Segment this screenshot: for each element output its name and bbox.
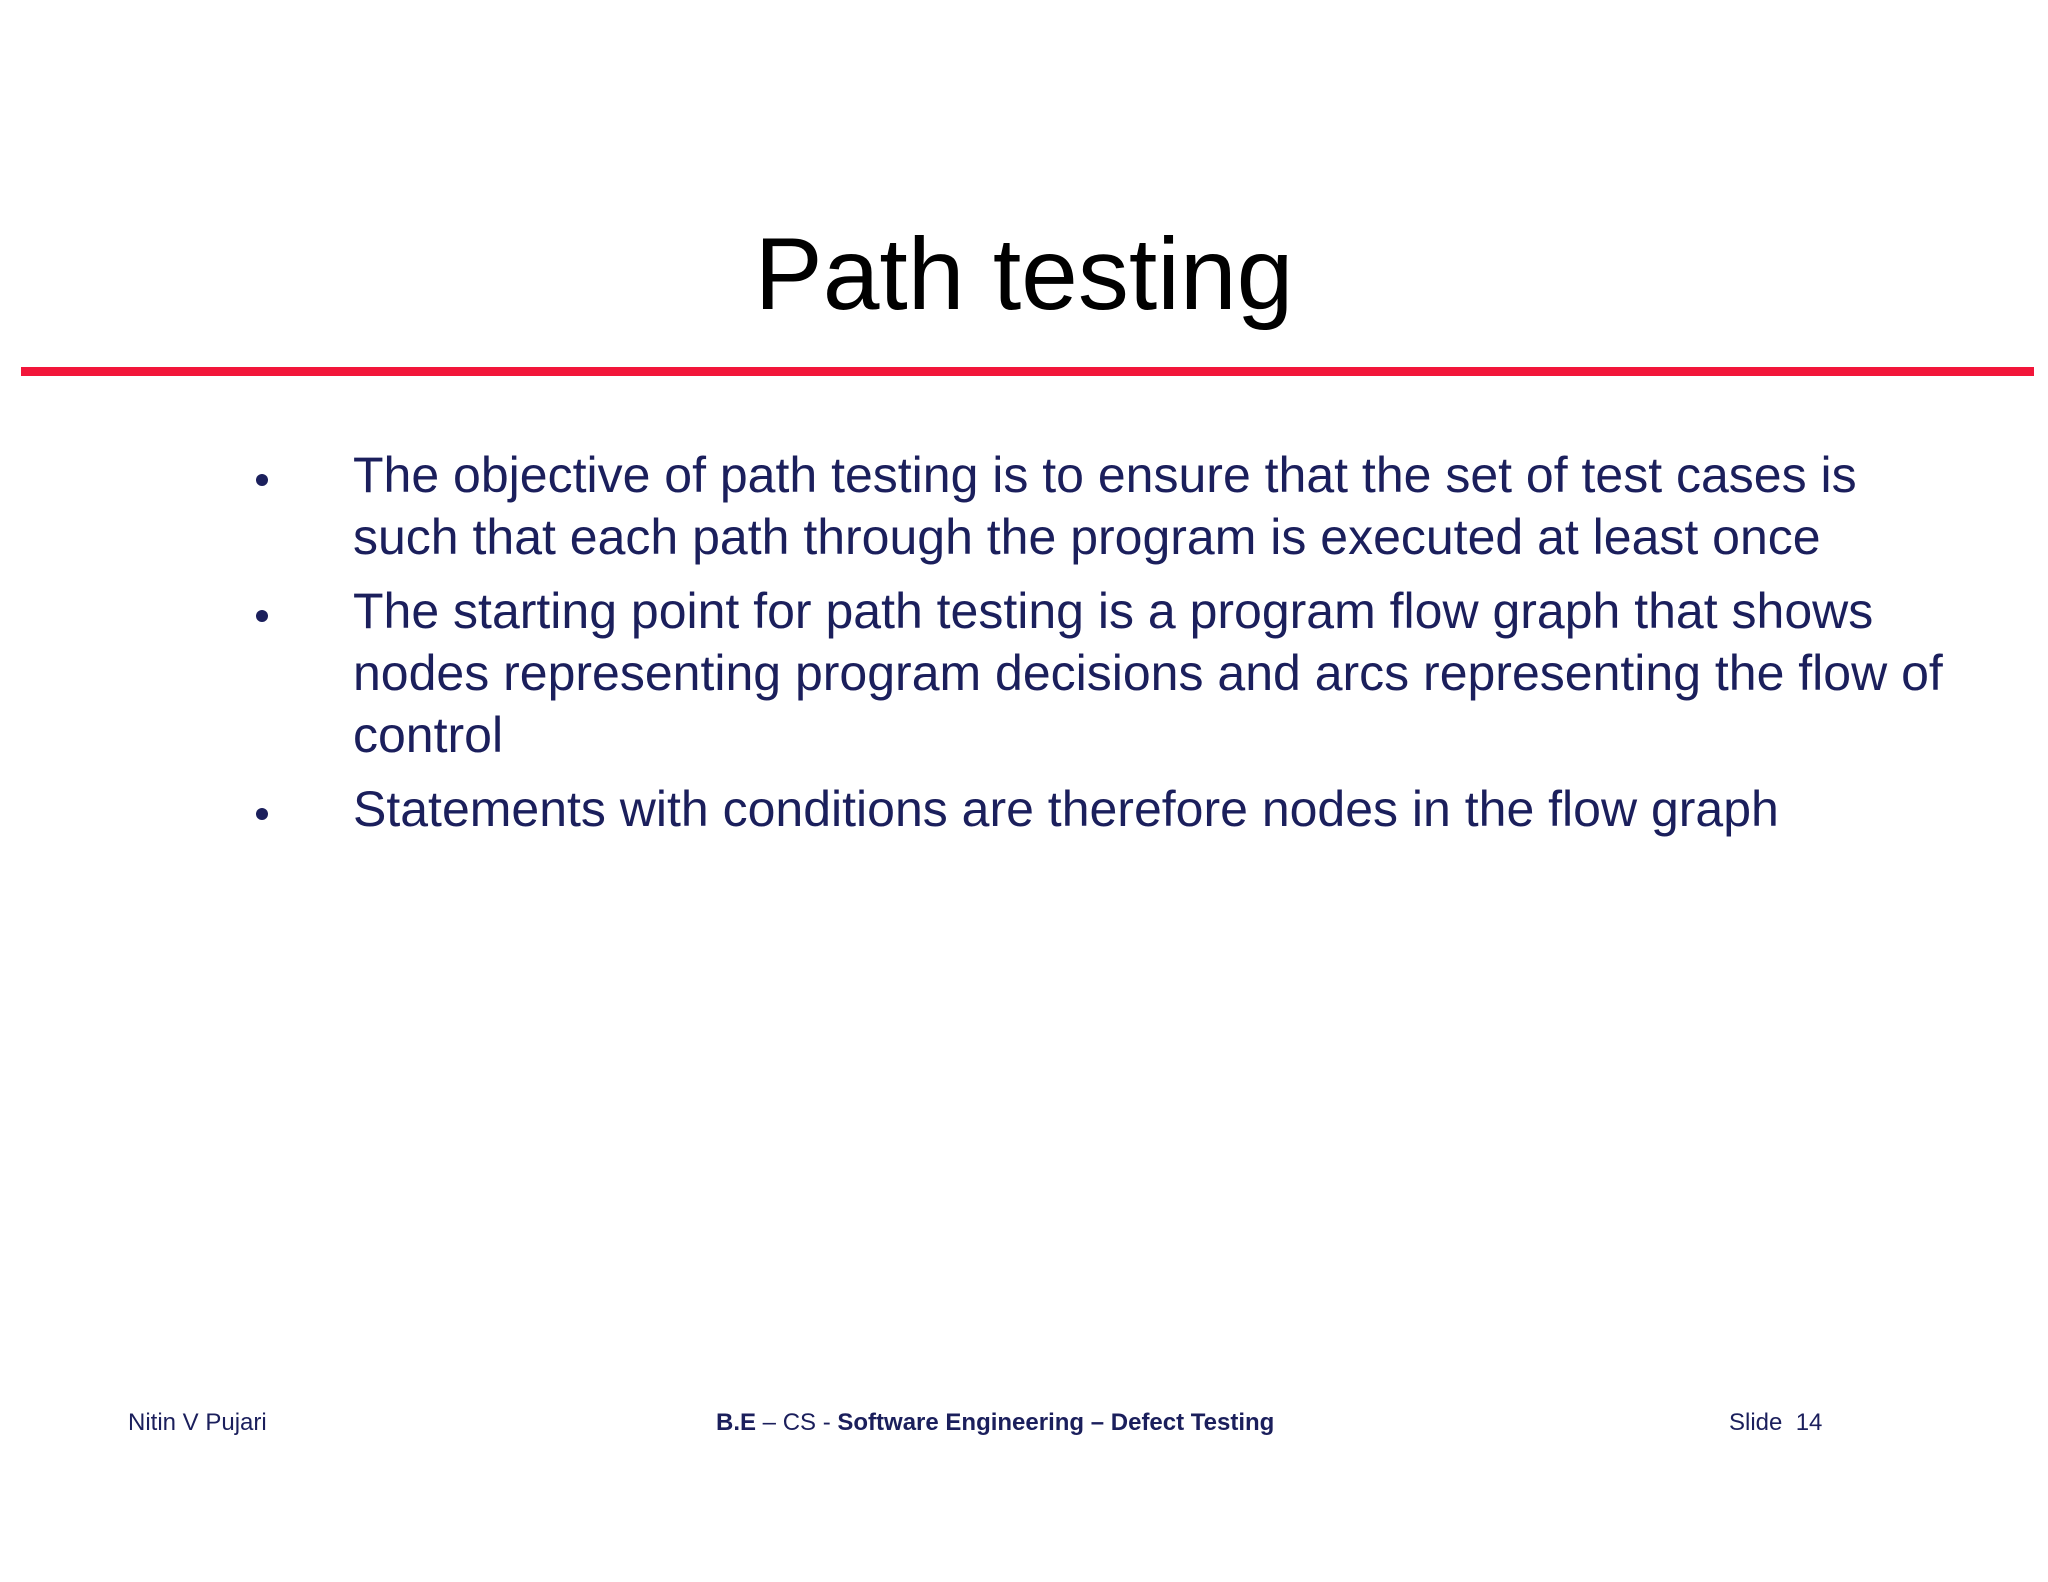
footer-course [716, 1408, 1274, 1438]
bullet-text: The objective of path testing is to ensure that the set of test cases is such that each path through the program is executed at least once [353, 447, 1857, 565]
bullet-list [250, 444, 1950, 852]
footer-slide-number: Slide 14 [1729, 1409, 1823, 1436]
bullet-text: The starting point for path testing is a program flow graph that shows nodes representing program decisions and arcs representing the flow of control [353, 583, 1943, 763]
footer-course-subject: Software Engineering – Defect Testing [837, 1409, 1275, 1436]
footer-course-sep: - [816, 1409, 838, 1436]
bullet-dot-icon [256, 610, 268, 622]
slide-title: Path testing [754, 217, 1294, 331]
bullet-text: Statements with conditions are therefore nodes in the flow graph [353, 781, 1779, 837]
bullet-dot-icon [256, 808, 268, 820]
footer-author: Nitin V Pujari [128, 1409, 267, 1436]
footer-course-branch: CS [782, 1409, 817, 1436]
bullet-item [250, 778, 1950, 840]
footer-course-sep: – [756, 1409, 783, 1436]
footer-course-degree: B.E [716, 1409, 757, 1436]
bullet-item [250, 444, 1950, 568]
bullet-item [250, 580, 1950, 766]
bullet-dot-icon [256, 474, 268, 486]
title-divider [21, 367, 2034, 376]
